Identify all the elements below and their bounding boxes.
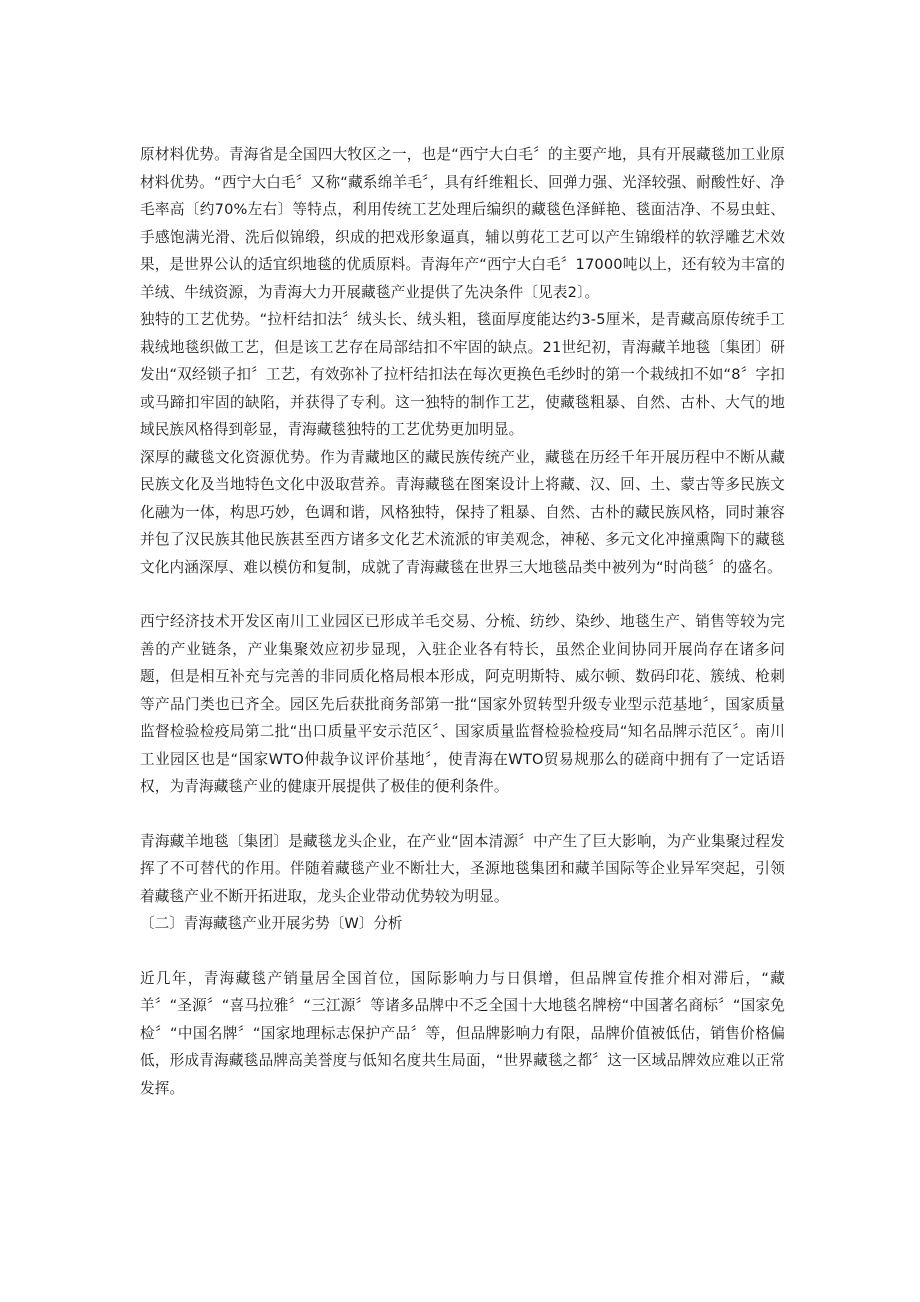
paragraph-brand-weakness: 近几年，青海藏毯产销量居全国首位，国际影响力与日俱增，但品牌宣传推介相对滞后，“藏羊〞“圣源〞“喜马拉雅〞“三江源〞等诸多品牌中不乏全国十大地毯名牌榜“中国著名商标〞“国家免检〞“中国名牌〞“国家地理标志保护产品〞等，但品牌影响力有限，品牌价值被低估，销售价格偏低，形成青海藏毯品牌高美誉度与低知名度共生局面，“世界藏毯之都〞这一区域品牌效应难以正常发挥。 xyxy=(140,969,785,1097)
paragraph-leading-enterprise: 青海藏羊地毯〔集团〕是藏毯龙头企业，在产业“固本清源〞中产生了巨大影响，为产业集聚过程发挥了不可替代的作用。伴随着藏毯产业不断壮大，圣源地毯集团和藏羊国际等企业异军突起，引领着藏毯产业不断开拓进取，龙头企业带动优势较为明显。 xyxy=(140,832,785,905)
paragraph-raw-material-advantage: 原材料优势。青海省是全国四大牧区之一，也是“西宁大白毛〞的主要产地，具有开展藏毯加工业原材料优势。“西宁大白毛〞又称“藏系绵羊毛〞，具有纤维粗长、回弹力强、光泽较强、耐酸性好、净毛率高〔约70%左右〕等特点，利用传统工艺处理后编织的藏毯色泽鲜艳、毯面洁净、不易虫蛀、手感饱满光滑、洗后似锦缎，织成的把戏形象逼真，辅以剪花工艺可以产生锦缎样的软浮雕艺术效果，是世界公认的适宜织地毯的优质原料。青海年产“西宁大白毛〞17000吨以上，还有较为丰富的羊绒、牛绒资源，为青海大力开展藏毯产业提供了先决条件〔见表2〕。 xyxy=(140,146,785,301)
document-body xyxy=(140,141,785,1102)
paragraph-culture-advantage: 深厚的藏毯文化资源优势。作为青藏地区的藏民族传统产业，藏毯在历经千年开展历程中不断从藏民族文化及当地特色文化中汲取营养。青海藏毯在图案设计上将藏、汉、回、土、蒙古等多民族文化融为一体，构思巧妙，色调和谐，风格独特，保持了粗暴、自然、古朴的藏民族风格，同时兼容并包了汉民族其他民族甚至西方诸多文化艺术流派的审美观念，神秘、多元文化冲撞熏陶下的藏毯文化内涵深厚、难以模仿和复制，成就了青海藏毯在世界三大地毯品类中被列为“时尚毯〞的盛名。 xyxy=(140,448,785,576)
paragraph-industrial-park: 西宁经济技术开发区南川工业园区已形成羊毛交易、分梳、纺纱、染纱、地毯生产、销售等较为完善的产业链条，产业集聚效应初步显现，入驻企业各有特长，虽然企业间协同开展尚存在诸多问题，但是相互补充与完善的非同质化格局根本形成，阿克明斯特、威尔顿、数码印花、簇绒、枪刺等产品门类也已齐全。园区先后获批商务部第一批“国家外贸转型升级专业型示范基地〞，国家质量监督检验检疫局第二批“出口质量平安示范区〞、国家质量监督检验检疫局“知名品牌示范区〞。南川工业园区也是“国家WTO仲裁争议评价基地〞，使青海在WTO贸易规那么的磋商中拥有了一定话语权，为青海藏毯产业的健康开展提供了极佳的便利条件。 xyxy=(140,613,785,795)
paragraph-craft-advantage: 独特的工艺优势。“拉杆结扣法〞绒头长、绒头粗，毯面厚度能达约3-5厘米，是青藏高原传统手工栽绒地毯织做工艺，但是该工艺存在局部结扣不牢固的缺点。21世纪初，青海藏羊地毯〔集团〕研发出“双经锁子扣〞工艺，有效弥补了拉杆结扣法在每次更换色毛纱时的第一个栽绒扣不如“8〞字扣或马蹄扣牢固的缺陷，并获得了专利。这一独特的制作工艺，使藏毯粗暴、自然、古朴、大气的地域民族风格得到彰显，青海藏毯独特的工艺优势更加明显。 xyxy=(140,311,785,438)
section-heading-weakness: 〔二〕青海藏毯产业开展劣势〔W〕分析 xyxy=(140,915,403,932)
